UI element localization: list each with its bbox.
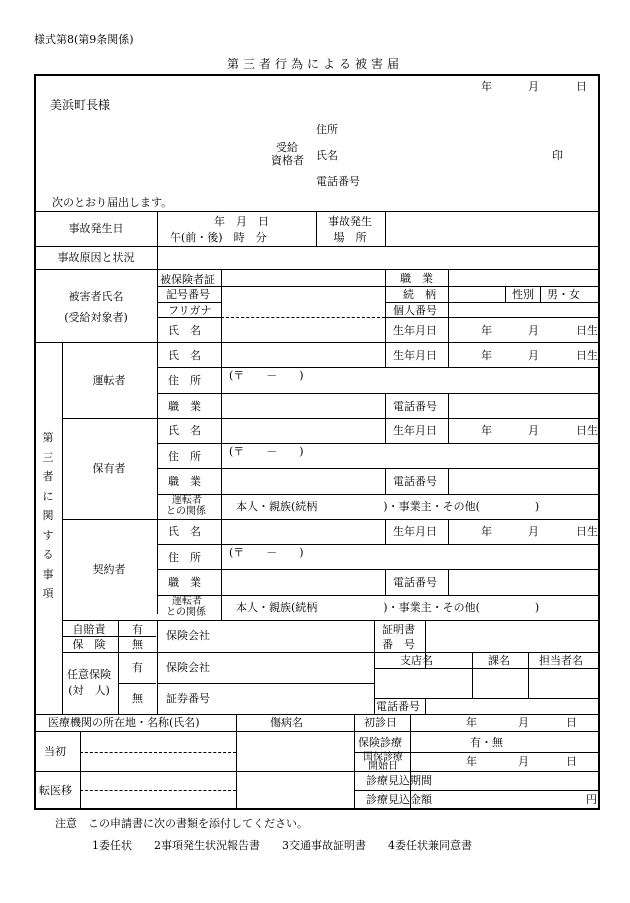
driver-phone-label: 電話番号 [393,400,437,413]
driver-birth-month: 月 [528,349,539,362]
owner-phone-label: 電話番号 [393,475,437,488]
applicant-name-label: 氏名 [316,149,338,162]
rule [385,468,386,494]
transfer-facility-label: 転医移 [39,784,72,797]
rule [472,652,473,698]
ntl-start-month: 月 [518,755,529,768]
rule [80,731,81,810]
driver-address-label: 住 所 [168,374,201,387]
seal-label: 印 [552,149,563,162]
contractor-label: 契約者 [92,563,126,576]
victim-birth-month: 月 [528,324,539,337]
owner-relation-options: 本人・親族(続柄 )・事業主・その他( ) [236,500,540,513]
personal-number-label: 個人番号 [393,304,437,317]
rule [448,393,449,418]
contractor-postal: (〒 － ) [229,546,304,559]
rule [425,698,426,714]
contractor-relation-label: 運転者 [172,596,202,607]
owner-postal: (〒 － ) [229,445,304,458]
contractor-birth-label: 生年月日 [393,525,437,538]
driver-postal: (〒 － ) [229,369,304,382]
contractor-birth-year: 年 [481,525,492,538]
voluntary-no: 無 [132,692,143,705]
contractor-phone-label: 電話番号 [393,576,437,589]
rule [34,246,600,247]
owner-label: 保有者 [92,462,126,475]
intro-text: 次のとおり届出します。 [52,196,173,209]
applicant-address-label: 住所 [316,123,338,136]
rule [62,620,600,621]
certificate-label: 番 号 [382,638,415,651]
first-visit-year: 年 [466,716,477,729]
driver-occupation-label: 職 業 [168,400,201,413]
victim-name-label: 氏 名 [168,324,201,337]
victim-birth-day: 日生 [576,324,598,337]
header-month: 月 [528,80,539,93]
rule [62,636,156,637]
rule [34,342,600,343]
contractor-birth-day: 日生 [576,525,598,538]
dashed-rule [80,752,236,753]
owner-address-label: 住 所 [168,450,201,463]
injury-label: 傷病名 [270,716,303,729]
rule [34,731,600,732]
rule [448,569,449,595]
dashed-rule [221,317,385,318]
treatment-period-label: 診療見込期間 [366,774,432,787]
owner-name-label: 氏 名 [168,424,201,437]
rule [118,620,119,714]
ntl-start-label: 開始日 [368,761,398,772]
contractor-relation-label: との関係 [166,607,206,618]
rule [157,569,600,570]
first-visit-label: 初診日 [364,716,397,729]
rule [157,494,600,495]
rule [34,771,600,772]
attachments-list: 1委任状 2事項発生状況報告書 3交通事故証明書 4委任状兼同意書 [92,839,472,852]
rule [385,519,386,544]
mandatory-insurance-label: 保 険 [72,638,106,651]
rule [157,468,600,469]
voluntary-company-label: 保険会社 [166,661,210,674]
victim-birth-label: 生年月日 [393,324,437,337]
rule [157,443,600,444]
dashed-rule [80,790,236,791]
furigana-label: フリガナ [168,304,212,317]
insurance-visit-label: 保険診療 [358,736,402,749]
policy-number-label: 証券番号 [166,692,210,705]
first-visit-day: 日 [566,716,577,729]
rule [385,393,386,418]
victim-label: (受給対象者) [64,311,128,324]
rule [540,286,541,302]
rule [157,683,374,684]
contractor-name-label: 氏 名 [168,525,201,538]
sex-label: 性別 [512,288,534,301]
rule [448,519,449,544]
rule [157,595,600,596]
owner-relation-label: 運転者 [172,495,202,506]
rule [236,714,237,810]
rule [505,286,506,302]
driver-name-label: 氏 名 [168,349,201,362]
rule [374,668,600,669]
owner-birth-label: 生年月日 [393,424,437,437]
rule [448,468,449,494]
victim-label: 被害者氏名 [68,290,124,303]
rule [221,269,222,620]
rule [34,714,600,715]
voluntary-insurance-label: (対 人) [68,684,110,697]
rule [157,620,158,714]
accident-cause-label: 事故原因と状況 [57,251,135,264]
rule [354,790,600,791]
contractor-address-label: 住 所 [168,551,201,564]
insurance-phone-label: 電話番号 [376,700,420,713]
contractor-occupation-label: 職 業 [168,576,201,589]
sex-options: 男・女 [547,288,580,301]
mandatory-yes: 有 [132,623,143,636]
certificate-label: 証明書 [382,623,415,636]
initial-facility-label: 当初 [44,745,66,758]
yen-label: 円 [586,793,597,806]
form-id: 様式第8(第9条関係) [34,33,134,46]
insured-card-label: 被保険者証 [160,273,215,286]
treatment-amount-label: 診療見込金額 [366,793,432,806]
owner-relation-label: との関係 [166,506,206,517]
rule [157,286,600,287]
accident-place-label: 場 所 [333,231,367,244]
rule [354,714,355,810]
accident-date-label: 事故発生日 [68,222,124,235]
rule [62,418,600,419]
rule [385,418,386,443]
recipient: 美浜町長様 [50,98,111,112]
owner-birth-day: 日生 [576,424,598,437]
medical-facility-label: 医療機関の所在地・名称(氏名) [48,716,200,729]
rule [157,269,158,614]
ntl-start-label: 国保診療 [363,752,403,763]
applicant-role: 受給 [276,141,298,154]
rule [448,269,449,342]
applicant-role: 資格者 [271,154,304,167]
rule [62,652,600,653]
rule [62,519,600,520]
owner-birth-year: 年 [481,424,492,437]
rule [316,211,317,246]
victim-occupation-label: 職 業 [400,272,433,285]
header-day: 日 [576,80,587,93]
rule [448,418,449,443]
header-year: 年 [481,80,492,93]
rule [62,342,63,714]
rule [385,211,386,246]
rule [374,620,375,714]
rule [385,317,600,318]
rule [34,211,600,212]
person-in-charge-label: 担当者名 [539,654,583,667]
victim-relation-label: 続 柄 [403,288,436,301]
voluntary-insurance-label: 任意保険 [67,668,111,681]
rule [34,269,600,270]
rule [448,342,449,367]
form-title: 第三者行為による被害届 [226,57,403,71]
owner-occupation-label: 職 業 [168,475,201,488]
driver-birth-year: 年 [481,349,492,362]
voluntary-yes: 有 [132,661,143,674]
rule [385,342,386,367]
driver-birth-day: 日生 [576,349,598,362]
victim-birth-year: 年 [481,324,492,337]
rule [157,211,158,246]
ntl-start-year: 年 [466,755,477,768]
driver-label: 運転者 [92,374,126,387]
rule [157,246,158,269]
rule [118,683,156,684]
third-party-vertical-label: 第三者に関する事項 [42,431,54,600]
accident-date-time: 午(前・後) 時 分 [170,231,267,244]
mandatory-insurance-label: 自賠責 [72,623,106,636]
rule [157,317,221,318]
caution-note: 注意 この申請書に次の書類を添付してください。 [55,817,308,830]
contractor-birth-month: 月 [528,525,539,538]
rule [374,698,600,699]
first-visit-month: 月 [518,716,529,729]
applicant-phone-label: 電話番号 [316,175,360,188]
rule [385,302,600,303]
branch-label: 支店名 [400,654,433,667]
section-label: 課名 [488,654,510,667]
rule [385,569,386,595]
rule [157,302,221,303]
accident-place-label: 事故発生 [328,215,372,228]
rule [528,652,529,698]
contractor-relation-options: 本人・親族(続柄 )・事業主・その他( ) [236,601,540,614]
ntl-start-day: 日 [566,755,577,768]
driver-birth-label: 生年月日 [393,349,437,362]
insurance-visit-options: 有・無 [470,736,503,749]
owner-birth-month: 月 [528,424,539,437]
rule [157,544,600,545]
rule [157,367,600,368]
insured-card-label: 記号番号 [166,288,210,301]
mandatory-company-label: 保険会社 [166,629,210,642]
rule [157,393,600,394]
accident-date-ymd: 年 月 日 [214,215,269,228]
rule [385,269,386,342]
mandatory-no: 無 [132,638,143,651]
